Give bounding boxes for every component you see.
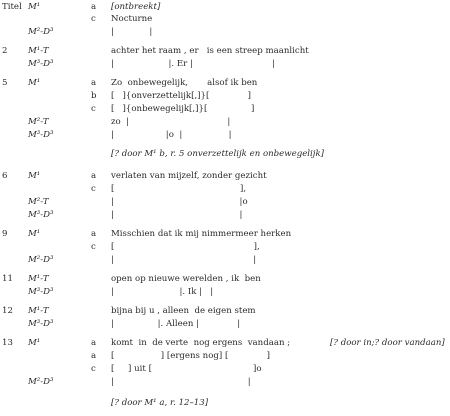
- editorial-note: [? door M¹ b, r. 5 onverzettelijk en onbewegelijk]: [111, 149, 325, 159]
- variant-text: | |. Ik | |: [111, 287, 214, 297]
- variant-text: Zo onbewegelijk, alsof ik ben: [111, 78, 258, 88]
- witness-label: M²-T: [28, 197, 49, 207]
- variant-text: | |: [111, 377, 251, 387]
- line-number: 5: [2, 78, 8, 88]
- variant-text: | |o: [111, 197, 248, 207]
- variant-text: | |. Er | |: [111, 59, 276, 69]
- witness-label: M¹-T: [28, 274, 49, 284]
- stage-letter: a: [91, 338, 97, 348]
- variant-text: | |: [111, 255, 257, 265]
- line-number: 9: [2, 229, 8, 239]
- variant-text: [ ] [ergens nog] [ ]: [111, 351, 270, 361]
- variant-text: bijna bij u , alleen de eigen stem: [111, 306, 256, 316]
- witness-label: M¹-T: [28, 306, 49, 316]
- witness-label: M³-D³: [28, 210, 54, 220]
- variant-text: | |: [111, 27, 153, 37]
- variant-text: [ontbreekt]: [111, 2, 161, 12]
- variant-text: [ ],: [111, 242, 260, 252]
- variant-text: open op nieuwe werelden , ik ben: [111, 274, 261, 284]
- variant-text: [ ],: [111, 184, 247, 194]
- stage-letter: b: [91, 91, 97, 101]
- line-number: 13: [2, 338, 13, 348]
- stage-letter: a: [91, 171, 97, 181]
- witness-label: M²-D³: [28, 377, 54, 387]
- stage-letter: a: [91, 2, 97, 12]
- variant-text: | |o | |: [111, 130, 232, 140]
- stage-letter: a: [91, 78, 97, 88]
- variant-text: Misschien dat ik mij nimmermeer herken: [111, 229, 292, 239]
- variant-text: komt in de verte nog ergens vandaan ;: [111, 338, 291, 348]
- side-note: [? door in;? door vandaan]: [330, 338, 445, 348]
- variant-text: achter het raam , er is een streep maanlicht: [111, 46, 309, 56]
- variant-text: zo | |: [111, 117, 231, 127]
- witness-label: M¹: [28, 338, 41, 348]
- witness-label: M³-D³: [28, 319, 54, 329]
- variant-text: [ ] uit [ ]o: [111, 364, 262, 374]
- line-number: 12: [2, 306, 13, 316]
- variant-text: verlaten van mijzelf, zonder gezicht: [111, 171, 267, 181]
- witness-label: M³-D³: [28, 287, 54, 297]
- stage-letter: c: [91, 364, 96, 374]
- variant-text: Nocturne: [111, 14, 153, 24]
- variant-text: [ ]{onverzettelijk[,]}[ ]: [111, 91, 251, 101]
- variant-text: | |. Alleen | |: [111, 319, 241, 329]
- witness-label: M¹: [28, 2, 41, 12]
- witness-label: M¹-T: [28, 46, 49, 56]
- variant-text: [ ]{onbewegelijk[,]}[ ]: [111, 104, 255, 114]
- stage-letter: c: [91, 14, 96, 24]
- stage-letter: c: [91, 104, 96, 114]
- line-number: 11: [2, 274, 13, 284]
- stage-letter: c: [91, 242, 96, 252]
- editorial-note: [? door M¹ a, r. 12–13]: [111, 398, 209, 408]
- witness-label: M²-D³: [28, 255, 54, 265]
- line-number: 6: [2, 171, 8, 181]
- line-number: Titel: [2, 2, 22, 12]
- stage-letter: a: [91, 351, 97, 361]
- witness-label: M²-T: [28, 117, 49, 127]
- witness-label: M¹: [28, 171, 41, 181]
- stage-letter: a: [91, 229, 97, 239]
- witness-label: M²-D³: [28, 27, 54, 37]
- line-number: 2: [2, 46, 8, 56]
- stage-letter: c: [91, 184, 96, 194]
- witness-label: M¹: [28, 229, 41, 239]
- witness-label: M³-D³: [28, 130, 54, 140]
- witness-label: M¹: [28, 78, 41, 88]
- witness-label: M³-D³: [28, 59, 54, 69]
- variant-text: | |: [111, 210, 243, 220]
